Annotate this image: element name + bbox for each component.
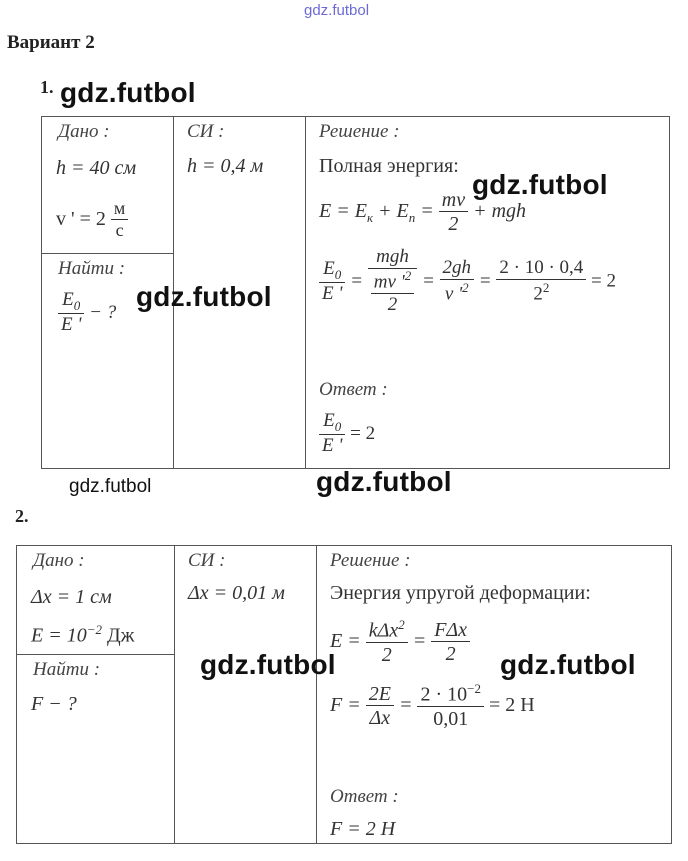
given-energy [31, 622, 134, 648]
solution-intro: Полная энергия: [319, 155, 459, 177]
frac-den: E ' [322, 282, 343, 304]
fraction [319, 411, 345, 458]
answer-label: Ответ : [330, 786, 399, 807]
watermark-top: gdz.futbol [304, 2, 370, 19]
watermark: gdz.futbol [200, 649, 336, 680]
find-label: Найти : [58, 258, 126, 279]
frac-num: 2 · 10 · 0,4 [496, 258, 586, 280]
ratio-e: E [323, 257, 335, 279]
problem-2-number: 2. [15, 506, 29, 526]
den-text: v ' [444, 283, 463, 305]
eq-lhs: F = [330, 693, 361, 716]
si-h: h = 0,4 м [187, 155, 264, 177]
nested-num: mv ' [373, 271, 405, 293]
problem-1-number: 1. [40, 77, 54, 97]
frac-num [417, 682, 484, 707]
equation-energy [330, 618, 470, 667]
frac-num [58, 290, 84, 314]
unit-num: м [111, 199, 128, 220]
answer [319, 411, 375, 458]
si-cell [175, 546, 317, 844]
frac-den [440, 280, 475, 306]
frac-den: 2 [448, 213, 459, 235]
solution-label: Решение : [319, 121, 400, 142]
solution-label: Решение : [330, 550, 411, 571]
eq-part: + mgh [473, 200, 527, 223]
frac-den: 2 [445, 642, 456, 665]
frac-den [368, 269, 417, 317]
fraction [368, 247, 417, 317]
fraction [366, 683, 394, 730]
variant-title: Вариант 2 [7, 32, 95, 53]
given-label: Дано : [58, 121, 110, 142]
find-tail: − ? [89, 301, 117, 323]
eq-part: E = E [319, 200, 367, 223]
find-value [58, 290, 116, 337]
frac-num: 2gh [440, 258, 475, 280]
frac-den [496, 280, 586, 306]
equation-force [330, 682, 535, 731]
frac-den: Δx [369, 706, 391, 729]
frac-num: FΔx [431, 619, 470, 642]
sup: 2 [542, 279, 550, 295]
eq-result: = 2 [591, 270, 616, 292]
sup: 2 [404, 267, 412, 283]
frac-den: 0,01 [433, 707, 469, 730]
frac-num [371, 269, 414, 294]
fraction [319, 259, 345, 306]
eq-part: = [420, 200, 434, 223]
eq-sub: к [366, 210, 374, 226]
fraction [58, 290, 84, 337]
given-label: Дано : [33, 550, 85, 571]
find-label: Найти : [33, 659, 101, 680]
fraction [366, 618, 408, 667]
unit-den: с [115, 219, 124, 240]
given-v-unit [111, 199, 128, 241]
eq-sub: п [408, 210, 416, 226]
given-v-text: v ' = 2 [56, 207, 106, 230]
eq-part: = [350, 270, 363, 292]
frac-num: mv [439, 189, 468, 212]
given-h-text: h = 40 см [56, 157, 137, 179]
num-text: kΔx [368, 619, 399, 642]
sup: −2 [86, 622, 102, 637]
given-cell [17, 546, 175, 655]
equation-ratio [319, 247, 616, 317]
eq-part: + E [378, 200, 409, 223]
given-cell [42, 117, 174, 254]
problem-2-table [16, 545, 672, 844]
eq-part: = [398, 693, 413, 716]
given-e-text: E = 10 [31, 624, 87, 647]
sup: −2 [467, 681, 481, 696]
solution-cell [317, 546, 672, 844]
num-text: 2 · 10 [420, 683, 468, 706]
den-text: 2 [533, 283, 543, 305]
eq-lhs: E = [330, 629, 361, 652]
eq-part: = [412, 629, 427, 652]
frac-num: mgh [368, 247, 417, 269]
answer-result: = 2 [350, 422, 376, 444]
ratio-sub: 0 [334, 418, 342, 434]
fraction [431, 619, 470, 666]
frac-den: E ' [61, 314, 82, 336]
eq-part: = [478, 270, 492, 292]
ratio-sub: 0 [73, 297, 81, 313]
frac-den: E ' [322, 435, 343, 457]
sup: 2 [398, 617, 405, 632]
nested-fraction [371, 269, 414, 317]
frac-num [319, 259, 345, 283]
frac-num [319, 411, 345, 435]
watermark: gdz.futbol [316, 466, 452, 497]
watermark: gdz.futbol [60, 77, 196, 108]
ratio-e: E [323, 410, 335, 431]
solution-intro: Энергия упругой деформации: [330, 582, 591, 604]
fraction [440, 258, 475, 306]
answer: F = 2 Н [330, 818, 396, 840]
si-label: СИ : [188, 550, 226, 571]
frac-den: 2 [381, 643, 392, 666]
frac-num [366, 618, 408, 643]
fraction [496, 258, 586, 306]
ratio-e: E [62, 289, 74, 310]
given-v [56, 199, 128, 241]
si-label: СИ : [187, 121, 225, 142]
find-cell [17, 655, 175, 844]
ratio-sub: 0 [334, 266, 342, 282]
watermark: gdz.futbol [500, 649, 636, 680]
sup: 2 [462, 279, 469, 295]
given-h [56, 157, 136, 180]
fraction [439, 189, 468, 236]
eq-part: = [421, 270, 435, 292]
si-dx: Δx = 0,01 м [188, 582, 285, 604]
fraction [417, 682, 484, 731]
given-dx: Δx = 1 см [31, 586, 112, 608]
watermark: gdz.futbol [136, 281, 272, 312]
find-value: F − ? [31, 693, 77, 715]
eq-result: = 2 Н [488, 693, 535, 716]
watermark: gdz.futbol [69, 476, 152, 497]
frac-num: 2E [366, 683, 394, 706]
answer-label: Ответ : [319, 379, 388, 400]
given-e-unit: Дж [107, 624, 135, 647]
frac-den: 2 [387, 294, 398, 316]
watermark: gdz.futbol [472, 169, 608, 200]
